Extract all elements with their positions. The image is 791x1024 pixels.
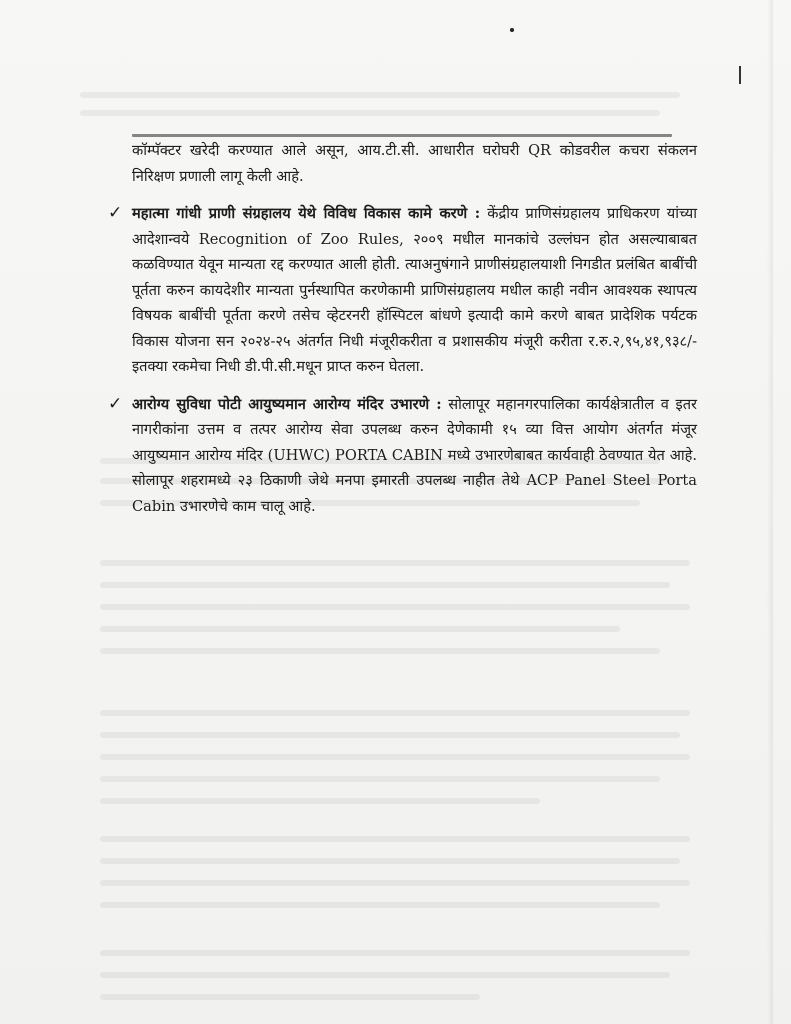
continued-paragraph: कॉम्पॅक्टर खरेदी करण्यात आले असून, आय.टी.सी. आधारीत घरोघरी QR कोडवरील कचरा संकलन निरिक्षण प्रणाली लागू केली आहे.	[132, 142, 697, 185]
scan-edge-mark	[739, 66, 741, 84]
page-edge-shadow	[767, 0, 773, 1024]
list-item	[108, 201, 698, 380]
checkmark-icon: ✓	[108, 203, 123, 223]
scan-dot	[510, 28, 514, 32]
item-heading: आरोग्य सुविधा पोटी आयुष्यमान आरोग्य मंदिर उभारणे :	[132, 395, 442, 413]
checkmark-icon: ✓	[108, 393, 123, 414]
cropped-text-line	[132, 130, 697, 138]
document-body	[108, 130, 698, 519]
list-item	[108, 392, 698, 520]
item-body: सोलापूर महानगरपालिका कार्यक्षेत्रातील व इतर नागरीकांना उत्तम व तत्पर आरोग्य सेवा उपलब्ध करुन देणेकामी १५ व्या वित्त आयोग अंतर्गत मंजूर आयुष्यमान आरोग्य मंदिर (UHWC) PORTA CABIN मध्ये उभारणेबाबत कार्यवाही ठेवण्यात येत आहे. सोलापूर शहरामध्ये २३ ठिकाणी जेथे मनपा इमारती उपलब्ध नाहीत तेथे ACP Panel Steel Porta Cabin उभारणेचे काम चालू आहे.	[132, 395, 698, 515]
item-heading: महात्मा गांधी प्राणी संग्रहालय येथे विविध विकास कामे करणे :	[132, 205, 481, 222]
item-body: केंद्रीय प्राणिसंग्रहालय प्राधिकरण यांच्या आदेशान्वये Recognition of Zoo Rules, २००९ मधील मानकांचे उल्लंघन होत असल्याबाबत कळविण्यात येवून मान्यता रद्द करण्यात आली होती. त्याअनुषंगाने प्राणीसंग्रहालयाशी निगडीत प्रलंबित बाबींची पूर्तता करुन कायदेशीर मान्यता पुर्नस्थापित करणेकामी प्राणिसंग्रहालय मधील काही नवीन आवश्यक स्थापत्य विषयक बाबींची पूर्तता करणे तसेच व्हेटरनरी हॉस्पिटल बांधणे इत्यादी कामे करणे बाबत प्रादेशिक पर्यटक विकास योजना सन २०२४-२५ अंतर्गत निधी मंजूरीकरीता व प्रशासकीय मंजूरी करीता र.रु.२,९५,४१,९३८/- इतक्या रकमेचा निधी डी.पी.सी.मधून प्राप्त करुन घेतला.	[132, 205, 698, 375]
